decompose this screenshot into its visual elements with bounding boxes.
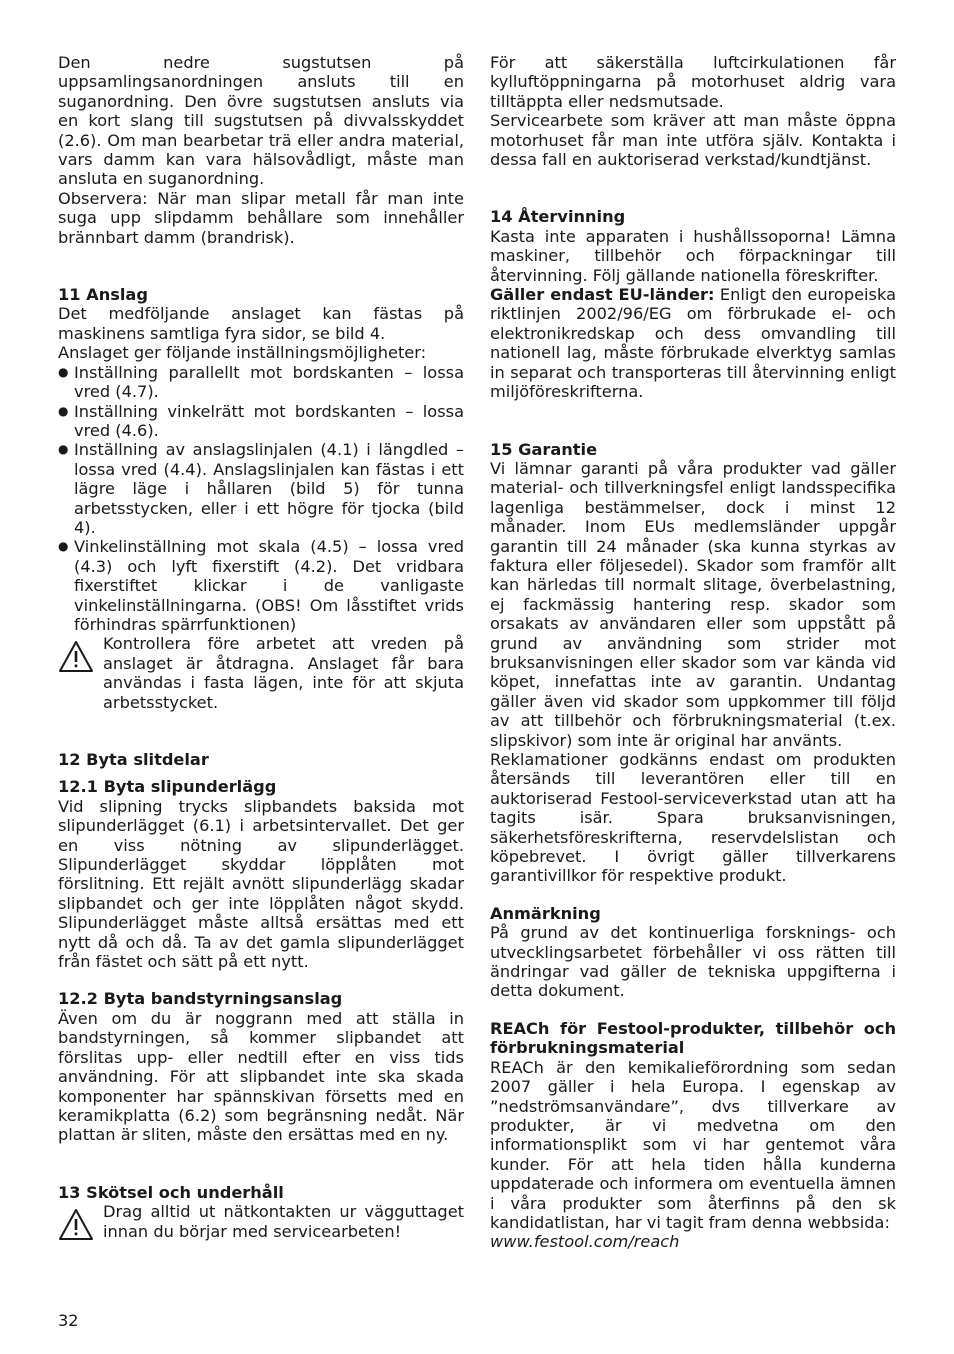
list-item: ● Inställning av anslagslinjalen (4.1) i längdled – lossa vred (4.4). Anslagslinjalen kan fästas i ett lägre läge i hållaren (bild 5) för tunna arbetsstycken, eller i ett högre för tjocka (bild 4). [58, 440, 464, 537]
section-11-paragraph-2: Anslaget ger följande inställningsmöjligheter: [58, 343, 427, 363]
section-12-heading: 12 Byta slitdelar [58, 750, 209, 769]
section-15-paragraph-2: Reklamationer godkänns endast om produkten återsänds till leverantören eller till en auktoriserad Festool-serviceverkstad utan att ha tagits isär. Spara bruksanvisningen, säkerhetsföreskrifterna, reservdelslistan och köpebrevet. I övrigt gäller tillverkarens garantivillkor för respektive produkt. [490, 750, 896, 886]
section-14-eu-paragraph [490, 285, 896, 401]
list-item: ● Vinkelinställning mot skala (4.5) – lossa vred (4.3) och lyft fixerstift (4.2). Det vridbara fixerstiftet klickar i de vanligaste vinkelinställningarna. (OBS! Om låsstiftet vrids förhindras spärrfunktionen) [58, 537, 464, 634]
section-11-paragraph-1: Det medföljande anslaget kan fästas på maskinens samtliga fyra sidor, se bild 4. [58, 304, 464, 343]
list-item: ● Inställning vinkelrätt mot bordskanten – lossa vred (4.6). [58, 402, 464, 441]
intro-paragraph-2: Observera: När man slipar metall får man inte suga upp slipdamm behållare som innehåller brännbart damm (brandrisk). [58, 188, 464, 247]
section-15-heading: 15 Garantie [490, 439, 598, 459]
right-column [490, 53, 896, 1252]
section-13-paragraph-2: Servicearbete som kräver att man måste öppna motorhuset får man inte utföra själv. Kontakta i dessa fall en auktoriserad verkstad/kundtjänst. [490, 111, 896, 170]
section-12-1-heading: 12.1 Byta slipunderlägg [58, 777, 277, 797]
intro-paragraph-1: Den nedre sugstutsen på uppsamlingsanordningen ansluts till en suganordning. Den övre sugstutsen ansluts via en kort slang till sugstutsen på divvalsskyddet (2.6). Om man bearbetar trä eller andra material, vars damm kan vara hälsovådligt, måste man ansluta en suganordning. [58, 53, 464, 189]
reach-heading: REACh för Festool-produkter, tillbehör och förbrukningsmaterial [490, 1018, 896, 1058]
section-13-heading: 13 Skötsel och underhåll [58, 1182, 284, 1202]
section-11-heading: 11 Anslag [58, 285, 148, 305]
warning-triangle-icon [58, 640, 94, 674]
list-item: ● Inställning parallellt mot bordskanten – lossa vred (4.7). [58, 363, 464, 402]
warning-triangle-icon [58, 1208, 94, 1242]
section-14-heading: 14 Återvinning [490, 207, 626, 227]
section-12-2-paragraph: Även om du är noggrann med att ställa in bandstyrningen, så kommer slipbandet att förslitas upp- eller nedtill efter en viss tids användning. För att slipbandet inte ska skada komponenter har spännskivan försetts med en keramikplatta (6.2) som begränsning nedåt. När plattan är sliten, måste den ersättas med en ny. [58, 1008, 464, 1145]
section-12-1-paragraph: Vid slipning trycks slipbandets baksida mot slipunderlägget (6.1) i arbetsintervallet. Det ger en viss nötning av slipunderlägget. Slipunderlägget skyddar löpplåten mot förslitning. Ett rejält avnött slipunderlägg skadar slipbandet och ger inte löpplåten något skydd. Slipunderlägget måste alltså ersättas med ett nytt då och då. Ta av det gamla slipunderlägget från fästet och sätt på ett nytt. [58, 796, 464, 972]
section-14-eu-text: Enligt den europeiska riktlinjen 2002/96/EG om förbrukade el- och elektronikredskap och dess omvandling till nationell lag, måste förbrukade elverktyg samlas in separat och transporteras till återvinning enligt miljöföreskrifterna. [490, 285, 896, 402]
section-11-warning-text: Kontrollera före arbetet att vreden på anslaget är åtdragna. Anslaget får bara användas i fasta lägen, inte för att skjuta arbetsstycket. [103, 634, 464, 712]
section-13-warning [58, 1202, 464, 1242]
page-number: 32 [58, 1311, 79, 1330]
reach-url-link[interactable]: www.festool.com/reach [490, 1232, 680, 1252]
section-15-paragraph-1: Vi lämnar garanti på våra produkter vad gäller material- och tillverkningsfel enligt landsspecifika lagenliga bestämmelser, dock i minst 12 månader. Inom EUs medlemsländer uppgår garantin till 24 månader (ska kunna styrkas av faktura eller följesedel). Skador som framför allt kan härledas till normalt slitage, överbelastning, ej fackmässig hantering resp. skador som orsakats av användaren eller som uppstått på grund av användning som strider mot bruksanvisningen eller skador som var kända vid köpet, innefattas inte av garantin. Undantag gäller även vid skador som uppkommer till följd av att tillbehör och förbrukningsmaterial (t.ex. slipskivor) som inte är original har använts. [490, 458, 896, 750]
reach-paragraph: REACh är den kemikalieförordning som sedan 2007 gäller i hela Europa. I egenskap av ”nedströmsanvändare”, dvs tillverkare av produkter, är vi medvetna om den informationsplikt som vi har gentemot våra kunder. För att hela tiden hålla kunderna uppdaterade och informera om eventuella ämnen i våra produkter som återfinns på den sk kandidatlistan, har vi tagit fram denna webbsida: [490, 1057, 896, 1232]
left-column [58, 53, 464, 1242]
section-14-eu-label: Gäller endast EU-länder: [490, 285, 715, 305]
section-12-2-heading: 12.2 Byta bandstyrningsanslag [58, 989, 343, 1009]
section-13-paragraph-1: För att säkerställa luftcirkulationen får kylluftöppningarna på motorhuset aldrig vara tilltäppta eller nedsmutsade. [490, 53, 896, 111]
section-13-warning-text: Drag alltid ut nätkontakten ur vägguttaget innan du börjar med servicearbeten! [103, 1202, 464, 1241]
note-heading: Anmärkning [490, 903, 601, 923]
section-11-warning [58, 634, 464, 712]
section-11-bullet-list [58, 363, 464, 635]
section-14-paragraph-1: Kasta inte apparaten i hushållssoporna! Lämna maskiner, tillbehör och förpackningar till återvinning. Följ gällande nationella föreskrifter. [490, 226, 896, 285]
note-paragraph: På grund av det kontinuerliga forsknings- och utvecklingsarbetet förbehåller vi oss rätten till ändringar vad gäller de tekniska uppgifterna i detta dokument. [490, 923, 896, 1001]
